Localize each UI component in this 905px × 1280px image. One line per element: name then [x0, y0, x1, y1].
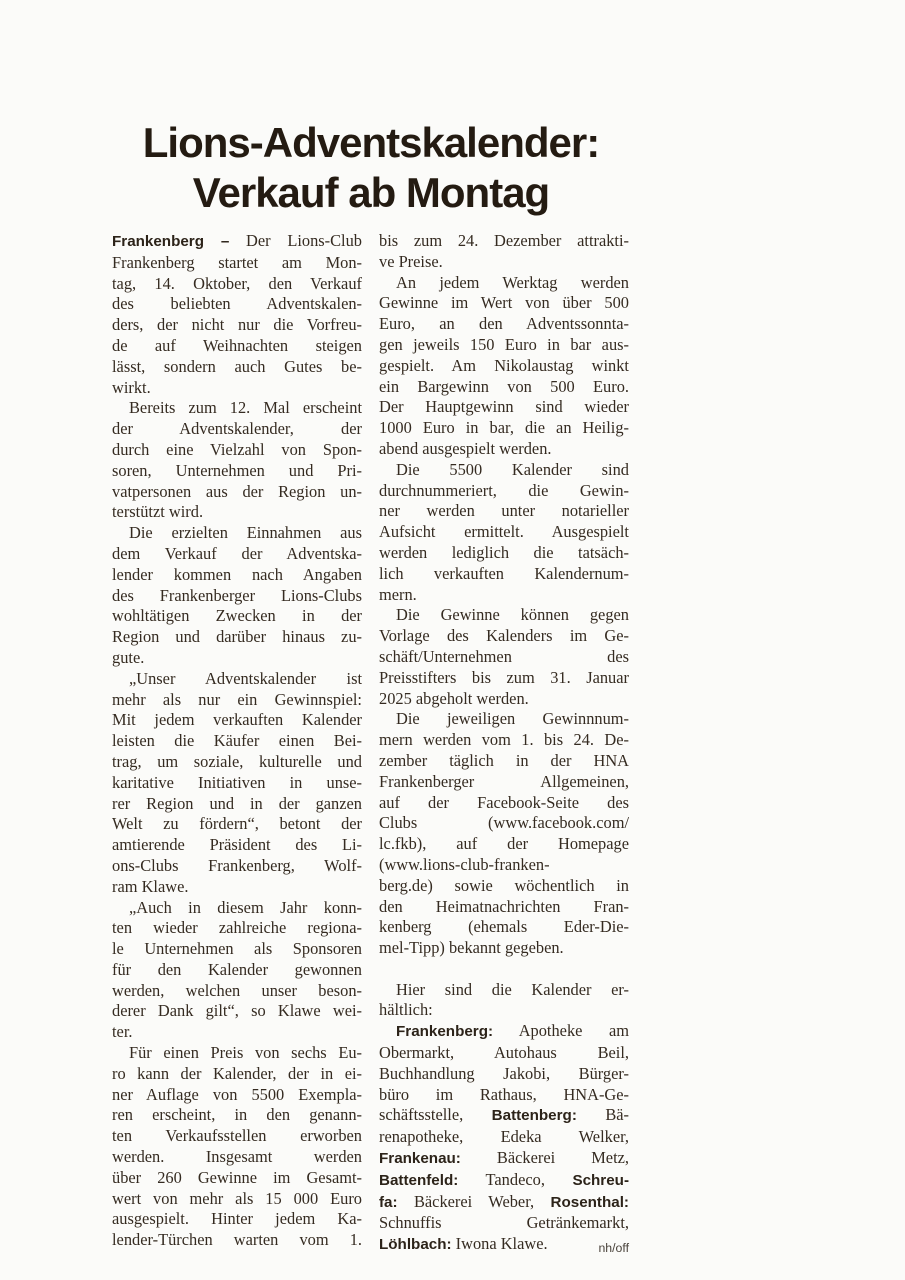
text-line: über 260 Gewinne im Gesamt- [112, 1167, 362, 1187]
text-line: lender-Türchen warten vom 1. [112, 1230, 362, 1250]
paragraph [379, 273, 629, 460]
text-line: Welt zu fördern“, betont der [112, 814, 362, 834]
text-line: der Adventskalender, der [112, 419, 362, 439]
text-line: le Unternehmen als Sponsoren [112, 939, 362, 959]
paragraph [112, 898, 362, 1044]
text-line: ten wieder zahlreiche regiona- [112, 918, 362, 938]
text-line: tag, 14. Oktober, den Verkauf [112, 273, 362, 293]
text-line: des Frankenberger Lions-Clubs [112, 585, 362, 605]
paragraph [379, 605, 629, 709]
text-line: büro im Rathaus, HNA-Ge- [379, 1084, 629, 1104]
text-line: wert von mehr als 15 000 Euro [112, 1188, 362, 1208]
text-line: nh/off Löhlbach: Iwona Klawe. [379, 1234, 629, 1256]
text-line: Euro, an den Adventssonnta- [379, 314, 629, 334]
text-line: ders, der nicht nur die Vorfreu- [112, 315, 362, 335]
text-line: soren, Unternehmen und Pri- [112, 460, 362, 480]
text-line: Die Gewinne können gegen [396, 605, 629, 625]
text-line: wirkt. [112, 377, 151, 397]
bold-place-name: Schreu- [572, 1171, 629, 1189]
text-line: lich verkauften Kalendernum- [379, 563, 629, 583]
bold-place-name: Frankenberg: [396, 1023, 494, 1041]
paragraph [379, 1021, 629, 1256]
text-line: dem Verkauf der Adventska- [112, 543, 362, 563]
bold-place-name: Battenberg: [491, 1107, 577, 1125]
article-title-line-2: Verkauf ab Montag [192, 169, 550, 216]
text-line: An jedem Werktag werden [396, 272, 629, 292]
text-line: abend ausgespielt werden. [379, 438, 552, 458]
text-line: auf der Facebook-Seite des [379, 792, 629, 812]
newspaper-article [112, 118, 630, 1259]
bold-place-name: Rosenthal: [550, 1193, 629, 1211]
text-line: fa: Bäckerei Weber, Rosenthal: [379, 1191, 629, 1211]
text-line: ner Auflage von 5500 Exempla- [112, 1084, 362, 1104]
bold-place-name: Frankenau: [379, 1150, 461, 1168]
text-line: vatpersonen aus der Region un- [112, 481, 362, 501]
text-line: 2025 abgeholt werden. [379, 688, 529, 708]
text-line: Frankenberg: Apotheke am [396, 1021, 629, 1041]
paragraph [112, 231, 362, 398]
text-line: ein Bargewinn von 500 Euro. [379, 376, 629, 396]
text-line: für den Kalender gewonnen [112, 959, 362, 979]
paragraph [112, 398, 362, 523]
text-line: Buchhandlung Jakobi, Bürger- [379, 1063, 629, 1083]
paragraph [379, 231, 629, 273]
text-line: ausgespielt. Hinter jedem Ka- [112, 1209, 362, 1229]
paragraph [112, 523, 362, 669]
text-line: Für einen Preis von sechs Eu- [129, 1043, 362, 1063]
text-line: schäftsstelle, Battenberg: Bä- [379, 1105, 629, 1125]
text-line: zember täglich in der HNA [379, 750, 629, 770]
text-line: „Auch in diesem Jahr konn- [129, 897, 362, 917]
text-line: ter. [112, 1022, 133, 1042]
text-line: Frankenberger Allgemeinen, [379, 771, 629, 791]
text-line: trag, um soziale, kulturelle und [112, 751, 362, 771]
text-line: karitative Initiativen in unse- [112, 772, 362, 792]
paragraph [112, 669, 362, 898]
text-line: ons-Clubs Frankenberg, Wolf- [112, 855, 362, 875]
text-line: ve Preise. [379, 251, 443, 271]
article-column-2 [379, 231, 629, 1259]
text-line: ner werden unter notarieller [379, 501, 629, 521]
text-line: werden, welchen unser beson- [112, 980, 362, 1000]
text-line: hältlich: [379, 1000, 433, 1020]
text-line: Der Hauptgewinn sind wieder [379, 397, 629, 417]
article-title [112, 118, 630, 218]
text-line: durchnummeriert, die Gewin- [379, 480, 629, 500]
text-line: (www.lions-club-franken- [379, 854, 550, 874]
text-line: Clubs (www.facebook.com/ [379, 813, 629, 833]
text-line: gespielt. Am Nikolaustag winkt [379, 355, 629, 375]
bold-place-name: Battenfeld: [379, 1171, 459, 1189]
text-line: Battenfeld: Tandeco, Schreu- [379, 1169, 629, 1189]
text-line: Obermarkt, Autohaus Beil, [379, 1043, 629, 1063]
paragraph [379, 460, 629, 606]
text-line: Mit jedem verkauften Kalender [112, 710, 362, 730]
bold-place-name: fa: [379, 1193, 398, 1211]
text-line: ro kann der Kalender, der in ei- [112, 1063, 362, 1083]
paragraph [379, 709, 629, 959]
bold-place-name: Löhlbach: [379, 1236, 452, 1254]
text-line: Die erzielten Einnahmen aus [129, 523, 362, 543]
text-line: mehr als nur ein Gewinnspiel: [112, 689, 362, 709]
text-line: derer Dank gilt“, so Klawe wei- [112, 1001, 362, 1021]
text-line: berg.de) sowie wöchentlich in [379, 875, 629, 895]
text-line: ten Verkaufsstellen erworben [112, 1126, 362, 1146]
text-line: mern werden vom 1. bis 24. De- [379, 730, 629, 750]
text-line: rer Region und in der ganzen [112, 793, 362, 813]
text-line: durch eine Vielzahl von Spon- [112, 439, 362, 459]
text-line: schäft/Unternehmen des [379, 646, 629, 666]
article-title-line-1: Lions-Adventskalender: [142, 119, 600, 166]
text-line: Die jeweiligen Gewinnnum- [396, 709, 629, 729]
text-line: Schnuffis Getränkemarkt, [379, 1213, 629, 1233]
text-line: wohltätigen Zwecken in der [112, 606, 362, 626]
text-line: Frankenau: Bäckerei Metz, [379, 1148, 629, 1168]
text-line: werden lediglich die tatsäch- [379, 542, 629, 562]
author-credit: nh/off [598, 1241, 629, 1256]
paragraph [112, 1043, 362, 1251]
text-line: des beliebten Adventskalen- [112, 294, 362, 314]
text-line: Die 5500 Kalender sind [396, 459, 629, 479]
text-line: 1000 Euro in bar, die an Heilig- [379, 418, 629, 438]
text-line: lässt, sondern auch Gutes be- [112, 356, 362, 376]
text-line: mel-Tipp) bekannt gegeben. [379, 938, 564, 958]
text-line: Vorlage des Kalenders im Ge- [379, 626, 629, 646]
text-line: Gewinne im Wert von über 500 [379, 293, 629, 313]
text-line: kenberg (ehemals Eder-Die- [379, 917, 629, 937]
text-line: Hier sind die Kalender er- [396, 979, 629, 999]
text-line: mern. [379, 584, 417, 604]
text-line: gute. [112, 647, 145, 667]
text-line: terstützt wird. [112, 502, 204, 522]
text-line: Region und darüber hinaus zu- [112, 627, 362, 647]
article-column-1 [112, 231, 362, 1259]
text-line: Bereits zum 12. Mal erscheint [129, 398, 362, 418]
text-line: leisten die Käufer einen Bei- [112, 731, 362, 751]
text-line: „Unser Adventskalender ist [129, 668, 362, 688]
text-line: lender kommen nach Angaben [112, 564, 362, 584]
article-body [112, 231, 630, 1259]
text-line: Frankenberg startet am Mon- [112, 252, 362, 272]
text-line: de auf Weihnachten steigen [112, 335, 362, 355]
text-line: gen jeweils 150 Euro in bar aus- [379, 334, 629, 354]
text-line: ram Klawe. [112, 876, 189, 896]
text-line: den Heimatnachrichten Fran- [379, 896, 629, 916]
text-line: renapotheke, Edeka Welker, [379, 1127, 629, 1147]
text-line: lc.fkb), auf der Homepage [379, 834, 629, 854]
text-line: ren erscheint, in den genann- [112, 1105, 362, 1125]
bold-place-name: Frankenberg – [112, 233, 230, 250]
text-line: Frankenberg – Der Lions-Club [112, 231, 362, 250]
text-line: bis zum 24. Dezember attrakti- [379, 231, 629, 250]
text-line: werden. Insgesamt werden [112, 1147, 362, 1167]
text-line: amtierende Präsident des Li- [112, 835, 362, 855]
text-line: Aufsicht ermittelt. Ausgespielt [379, 522, 629, 542]
paragraph [379, 980, 629, 1022]
text-line: Preisstifters bis zum 31. Januar [379, 667, 629, 687]
